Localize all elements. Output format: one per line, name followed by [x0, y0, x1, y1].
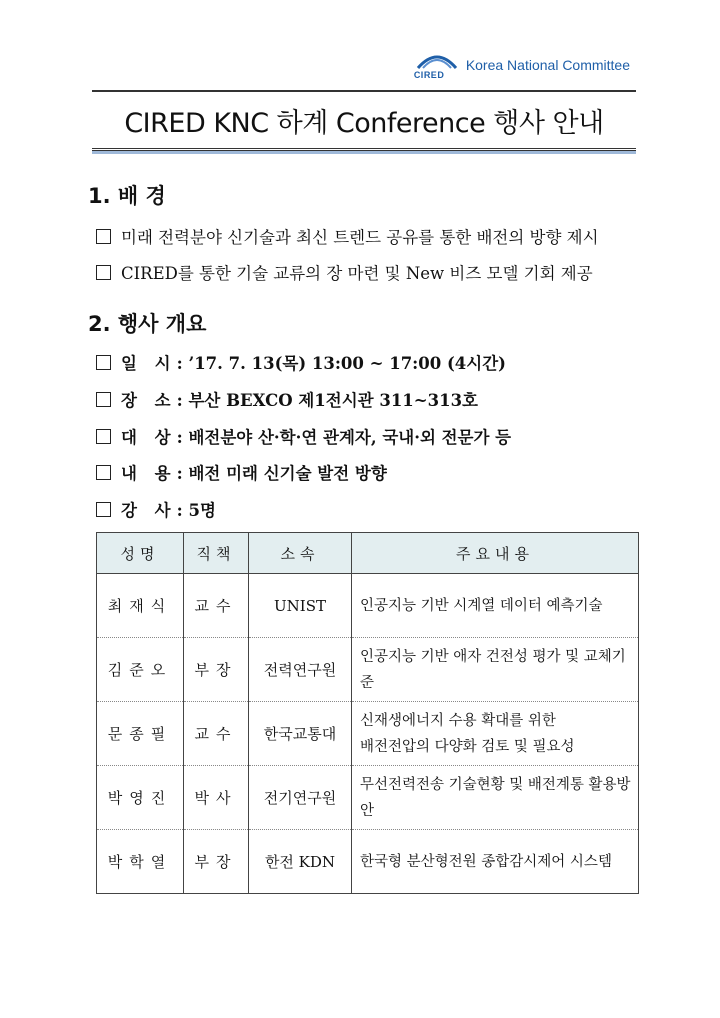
speaker-topic: 인공지능 기반 애자 건전성 평가 및 교체기준	[352, 638, 639, 702]
background-item-text: CIRED를 통한 기술 교류의 장 마련 및 New 비즈 모델 기회 제공	[121, 264, 593, 283]
table-row	[97, 766, 639, 830]
logo-text: Korea National Committee	[465, 57, 630, 73]
overview-item-speakers	[96, 497, 216, 521]
speaker-org: UNIST	[249, 574, 352, 638]
table-row	[97, 638, 639, 702]
checkbox-square-icon	[96, 392, 111, 407]
speaker-position: 교수	[184, 702, 249, 766]
checkbox-square-icon	[96, 429, 111, 444]
overview-label: 내 용	[121, 464, 177, 483]
overview-value: : 배전분야 산·학·연 관계자, 국내·외 전문가 등	[176, 428, 512, 447]
background-item-2	[96, 260, 593, 284]
overview-label: 장 소	[121, 391, 177, 410]
speaker-topic: 무선전력전송 기술현황 및 배전계통 활용방안	[352, 766, 639, 830]
speaker-table	[96, 532, 639, 894]
overview-value: : ’17. 7. 13(목) 13:00 ~ 17:00 (4시간)	[176, 354, 506, 373]
overview-label: 강 사	[121, 501, 177, 520]
overview-item-target	[96, 424, 511, 448]
overview-item-date	[96, 350, 506, 374]
page-title: CIRED KNC 하계 Conference 행사 안내	[124, 107, 604, 139]
speaker-org: 한전 KDN	[249, 830, 352, 894]
speaker-name: 박학열	[97, 830, 184, 894]
speaker-topic-line1: 신재생에너지 수용 확대를 위한	[360, 712, 556, 729]
checkbox-square-icon	[96, 355, 111, 370]
overview-item-content	[96, 460, 387, 484]
title-box	[92, 90, 636, 151]
speaker-name: 문종필	[97, 702, 184, 766]
section-heading-overview: 2. 행사 개요	[88, 312, 207, 336]
logo-mark-text: CIRED	[413, 70, 445, 80]
speaker-position: 교수	[184, 574, 249, 638]
speaker-topic-line2: 배전전압의 다양화 검토 및 필요성	[360, 738, 575, 755]
overview-value: : 배전 미래 신기술 발전 방향	[176, 464, 387, 483]
table-row	[97, 574, 639, 638]
speaker-name: 최재식	[97, 574, 184, 638]
speaker-position: 부장	[184, 638, 249, 702]
header-position: 직책	[184, 533, 249, 574]
speaker-topic: 인공지능 기반 시계열 데이터 예측기술	[352, 574, 639, 638]
checkbox-square-icon	[96, 502, 111, 517]
cired-logo-icon	[414, 50, 460, 80]
speaker-position: 박사	[184, 766, 249, 830]
background-item-1	[96, 224, 599, 248]
table-row	[97, 702, 639, 766]
speaker-name: 박영진	[97, 766, 184, 830]
header-topic: 주요내용	[352, 533, 639, 574]
overview-value: : 부산 BEXCO 제1전시관 311~313호	[176, 391, 478, 410]
speaker-org: 한국교통대	[249, 702, 352, 766]
speaker-topic	[352, 702, 639, 766]
cired-logo	[414, 50, 630, 80]
background-item-text: 미래 전력분야 신기술과 최신 트렌드 공유를 통한 배전의 방향 제시	[121, 228, 599, 247]
table-header-row	[97, 533, 639, 574]
overview-value: : 5명	[176, 501, 216, 520]
header-name: 성명	[97, 533, 184, 574]
checkbox-square-icon	[96, 265, 111, 280]
speaker-name: 김준오	[97, 638, 184, 702]
overview-item-place	[96, 387, 478, 411]
speaker-position: 부장	[184, 830, 249, 894]
overview-label: 대 상	[121, 428, 177, 447]
section-heading-background: 1. 배 경	[88, 184, 166, 208]
header-org: 소속	[249, 533, 352, 574]
table-row	[97, 830, 639, 894]
speaker-org: 전기연구원	[249, 766, 352, 830]
speaker-topic: 한국형 분산형전원 종합감시제어 시스템	[352, 830, 639, 894]
speaker-org: 전력연구원	[249, 638, 352, 702]
overview-label: 일 시	[121, 354, 177, 373]
checkbox-square-icon	[96, 229, 111, 244]
checkbox-square-icon	[96, 465, 111, 480]
